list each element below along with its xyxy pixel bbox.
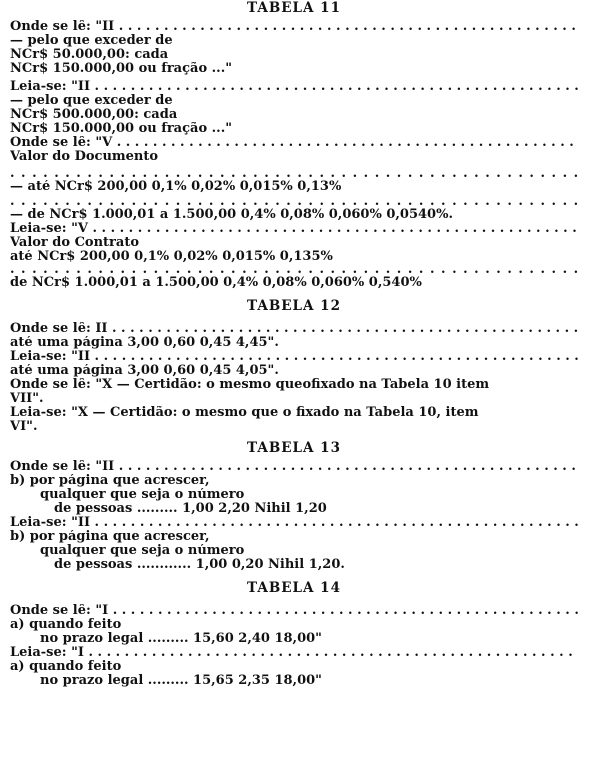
tabela-13-line: b) por página que acrescer,: [10, 530, 210, 544]
dot-leader-row: [10, 168, 578, 180]
tabela-11-line: Valor do Contrato: [10, 236, 140, 250]
tabela-11-line: de NCr$ 1.000,01 a 1.500,00 0,4% 0,08% 0,060% 0,540%: [10, 276, 422, 290]
tabela-12-line: até uma página 3,00 0,60 0,45 4,05".: [10, 364, 279, 378]
tabela-11-line: até NCr$ 200,00 0,1% 0,02% 0,015% 0,135%: [10, 250, 333, 264]
tabela-11-line: — de NCr$ 1.000,01 a 1.500,00 0,4% 0,08% 0,060% 0,0540%.: [10, 208, 453, 222]
tabela-11-line: — pelo que exceder de: [10, 94, 173, 108]
tabela-12-line: VI".: [10, 420, 38, 434]
tabela-13-line: qualquer que seja o número: [40, 488, 245, 502]
tabela-14-line: no prazo legal ......... 15,60 2,40 18,00": [40, 632, 322, 646]
tabela-13-heading: TABELA 13: [247, 440, 341, 456]
tabela-13-leia-se: Leia-se: "II . . .: [10, 516, 578, 530]
tabela-11-leia-se: Leia-se: "V . . .: [10, 222, 578, 236]
tabela-11-onde-se-le: Onde se lê: "V . . .: [10, 136, 578, 150]
tabela-12-onde-se-le: Onde se lê: II . . .: [10, 322, 578, 336]
tabela-11-line: — pelo que exceder de: [10, 34, 173, 48]
tabela-12-line: Leia-se: "X — Certidão: o mesmo que o fixado na Tabela 10, item: [10, 406, 479, 420]
tabela-13-line: qualquer que seja o número: [40, 544, 245, 558]
tabela-12-line: Onde se lê: "X — Certidão: o mesmo queofixado na Tabela 10 item: [10, 378, 490, 392]
tabela-14-heading: TABELA 14: [247, 580, 341, 596]
tabela-11-line: NCr$ 50.000,00: cada: [10, 48, 169, 62]
tabela-13-line: b) por página que acrescer,: [10, 474, 210, 488]
tabela-12-line: até uma página 3,00 0,60 0,45 4,45".: [10, 336, 279, 350]
tabela-13-line: de pessoas ......... 1,00 2,20 Nihil 1,20: [54, 502, 327, 516]
document-page: [10, 0, 578, 688]
tabela-11-line: Valor do Documento: [10, 150, 159, 164]
tabela-14-line: a) quando feito: [10, 618, 122, 632]
tabela-11-line: NCr$ 500.000,00: cada: [10, 108, 178, 122]
tabela-14-onde-se-le: Onde se lê: "I . . .: [10, 604, 578, 618]
tabela-13-onde-se-le: Onde se lê: "II . . .: [10, 460, 578, 474]
dot-leader-row: [10, 264, 578, 276]
tabela-11-heading: TABELA 11: [247, 0, 341, 16]
tabela-14-line: no prazo legal ......... 15,65 2,35 18,00": [40, 674, 322, 688]
tabela-14-leia-se: Leia-se: "I . . .: [10, 646, 578, 660]
dot-leader-row: [10, 196, 578, 208]
tabela-12-heading: TABELA 12: [247, 298, 341, 314]
tabela-14-line: a) quando feito: [10, 660, 122, 674]
tabela-11-line: NCr$ 150.000,00 ou fração ...": [10, 62, 232, 76]
tabela-11-line: — até NCr$ 200,00 0,1% 0,02% 0,015% 0,13%: [10, 180, 342, 194]
tabela-12-line: VII".: [10, 392, 44, 406]
tabela-13-line: de pessoas ............ 1,00 0,20 Nihil 1,20.: [54, 558, 345, 572]
tabela-11-line: NCr$ 150.000,00 ou fração ...": [10, 122, 232, 136]
tabela-12-leia-se: Leia-se: "II . . .: [10, 350, 578, 364]
tabela-11-onde-se-le: Onde se lê: "II . . .: [10, 20, 578, 34]
tabela-11-leia-se: Leia-se: "II . . .: [10, 80, 578, 94]
